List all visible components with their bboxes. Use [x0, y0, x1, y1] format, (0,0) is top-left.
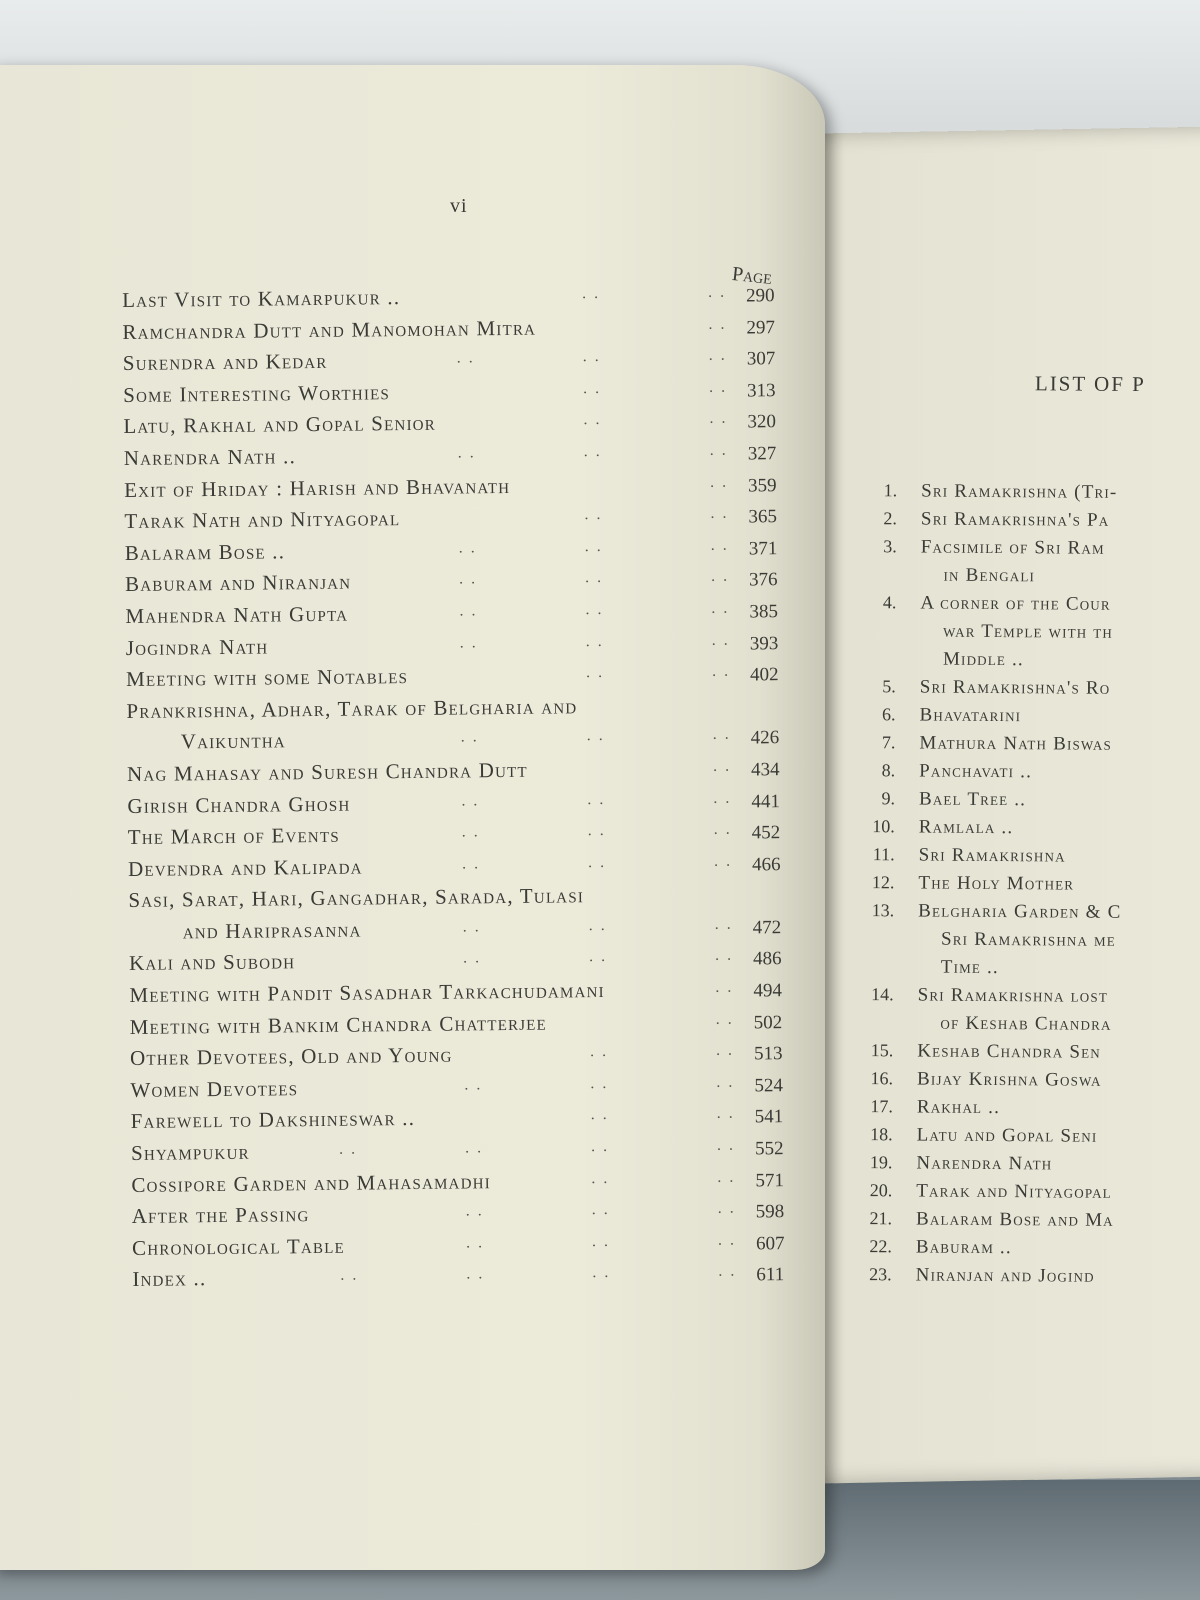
- toc-entry-title: Baburam and Niranjan: [124, 569, 352, 597]
- leader-dot-pair: . .: [716, 1073, 735, 1091]
- toc-entry-title: Ramchandra Dutt and Manomohan Mitra: [122, 315, 537, 344]
- plate-entry: [847, 704, 1197, 734]
- plate-entry: [849, 508, 1199, 538]
- leader-dot-pair: . .: [587, 822, 606, 840]
- toc-entry-title: Mahendra Nath Gupta: [125, 601, 349, 628]
- leader-dot-pair: . .: [711, 631, 730, 649]
- toc-entry-title: Some Interesting Worthies: [122, 379, 391, 407]
- leader-dot-pair: . .: [717, 1199, 736, 1218]
- leader-dot-pair: . .: [714, 947, 734, 965]
- plate-entry: [847, 760, 1197, 790]
- leader-dot-pair: . .: [591, 1169, 610, 1187]
- leader-dot-pair: . .: [464, 1139, 484, 1157]
- toc-entry-page-number: 393: [749, 632, 779, 654]
- leader-dot-pair: . .: [714, 915, 733, 933]
- toc-entry-page-number: 541: [754, 1106, 784, 1128]
- plate-title: Bhavatarini: [919, 704, 1022, 727]
- toc-entry-title: Meeting with Pandit Sasadhar Tarkachudamani: [129, 978, 605, 1008]
- page-column-header: Page: [731, 262, 773, 290]
- plate-title: in Bengali: [943, 564, 1036, 587]
- leader-dot-pair: . .: [461, 823, 480, 841]
- leader-dot-pair: . .: [338, 1140, 358, 1158]
- plate-number: 16.: [870, 1068, 894, 1089]
- plate-title: Sri Ramakrishna me: [940, 928, 1117, 951]
- toc-entry-title: Balaram Bose ..: [124, 539, 286, 565]
- plate-title: Ramlala ..: [918, 816, 1014, 839]
- plate-title: Bael Tree ..: [918, 788, 1027, 811]
- leader-dot-pair: . .: [583, 411, 602, 429]
- plate-title: Sri Ramakrishna's Pa: [920, 508, 1110, 531]
- plate-entry: [846, 844, 1196, 874]
- plate-title: Sri Ramakrishna's Ro: [919, 676, 1111, 699]
- plate-entry: [848, 592, 1198, 622]
- plate-title: Time ..: [940, 956, 999, 979]
- plate-entry: [844, 1152, 1194, 1182]
- toc-entry-page-number: 320: [747, 411, 777, 433]
- plate-number: 5.: [882, 676, 896, 697]
- plate-entry: [848, 564, 1198, 594]
- leader-dot-pair: . .: [461, 854, 481, 873]
- leader-dot-pair: . .: [340, 1266, 359, 1285]
- toc-entry-page-number: 513: [753, 1043, 783, 1065]
- leader-dot-pair: . .: [458, 570, 478, 588]
- leader-dot-pair: . .: [709, 473, 729, 491]
- toc-entry-page-number: 486: [752, 948, 782, 970]
- toc-entry-page-number: 385: [749, 601, 779, 623]
- toc-entry-page-number: 598: [755, 1201, 785, 1223]
- leader-dot-pair: . .: [717, 1231, 737, 1249]
- plate-entry: [845, 1124, 1195, 1154]
- leader-dot-pair: . .: [715, 1010, 734, 1028]
- leader-dot-pair: . .: [584, 537, 603, 555]
- toc-entry-title: Tarak Nath and Nityagopal: [124, 506, 401, 534]
- leader-dot-pair: . .: [584, 506, 603, 524]
- plate-entry: [845, 1096, 1195, 1126]
- toc-entry-page-number: 441: [751, 790, 781, 812]
- toc-entry-title: Women Devotees: [130, 1076, 299, 1102]
- plate-entry: [848, 648, 1198, 678]
- leader-dot-pair: . .: [716, 1105, 735, 1123]
- toc-entry-title: Farewell to Dakshineswar ..: [130, 1106, 416, 1134]
- toc-entry-title: The March of Events: [127, 822, 340, 850]
- plate-entry: [846, 872, 1196, 902]
- plate-entry: [846, 900, 1196, 930]
- plate-title: Belgharia Garden & C: [918, 900, 1122, 923]
- plate-entry: [845, 1040, 1195, 1070]
- plate-title: Facsimile of Sri Ram: [920, 536, 1105, 559]
- leader-dot-pair: . .: [589, 1043, 609, 1061]
- leader-dot-pair: . .: [718, 1263, 737, 1281]
- leader-dot-pair: . .: [708, 315, 727, 333]
- toc-entry-title: Meeting with Bankim Chandra Chatterjee: [129, 1010, 548, 1039]
- plate-number: 10.: [872, 816, 895, 837]
- leader-dot-pair: . .: [583, 442, 602, 461]
- plate-title: Niranjan and Jogind: [915, 1264, 1095, 1287]
- leader-dot-pair: . .: [585, 664, 605, 682]
- toc-entry-page-number: 452: [751, 822, 781, 844]
- toc-entry-title: Chronological Table: [131, 1233, 345, 1260]
- toc-entry-page-number: 426: [750, 727, 780, 749]
- leader-dot-pair: . .: [461, 791, 480, 809]
- toc-entry-page-number: 371: [748, 537, 778, 560]
- leader-dot-pair: . .: [715, 978, 734, 996]
- plate-entry: [844, 1236, 1194, 1266]
- leader-dot-pair: . .: [712, 725, 731, 744]
- plate-number: 14.: [871, 984, 894, 1005]
- leader-dot-pair: . .: [713, 789, 732, 807]
- leader-dot-pair: . .: [713, 820, 732, 838]
- leader-dot-pair: . .: [591, 1201, 610, 1219]
- plate-entry: [846, 984, 1196, 1014]
- plate-title: Tarak and Nityagopal: [916, 1180, 1112, 1203]
- toc-entry-title: Surendra and Kedar: [122, 349, 328, 376]
- list-heading: LIST OF P: [1034, 371, 1146, 397]
- toc-entry-page-number: 502: [753, 1011, 783, 1034]
- leader-dot-pair: . .: [465, 1202, 484, 1220]
- toc-entry-page-number: 290: [746, 285, 775, 307]
- leader-dot-pair: . .: [464, 1076, 483, 1094]
- plate-number: 22.: [869, 1236, 892, 1257]
- table-of-contents: [122, 281, 833, 1299]
- toc-entry-page-number: 313: [747, 379, 776, 402]
- plate-title: A corner of the Cour: [920, 592, 1111, 615]
- toc-entry-title: Nag Mahasay and Suresh Chandra Dutt: [126, 757, 528, 786]
- plate-entry: [847, 732, 1197, 762]
- leader-dot-pair: . .: [457, 444, 476, 462]
- plate-title: Keshab Chandra Sen: [917, 1040, 1101, 1063]
- plate-title: Panchavati ..: [919, 760, 1033, 783]
- toc-entry-page-number: 607: [755, 1232, 785, 1255]
- plate-entry: [846, 956, 1196, 986]
- leader-dot-pair: . .: [711, 662, 731, 680]
- plate-number: 2.: [883, 508, 898, 529]
- leader-dot-pair: . .: [456, 349, 475, 367]
- leader-dot-pair: . .: [588, 948, 608, 966]
- plate-number: 9.: [881, 788, 896, 809]
- toc-entry-title: Meeting with some Notables: [125, 664, 409, 692]
- toc-entry-page-number: 307: [746, 348, 776, 370]
- leader-dot-pair: . .: [710, 536, 729, 554]
- toc-entry-page-number: 327: [747, 443, 777, 465]
- plate-title: Bijay Krishna Goswa: [916, 1068, 1102, 1091]
- plate-number: 18.: [870, 1124, 893, 1145]
- leader-dot-pair: . .: [708, 378, 728, 396]
- plate-number: 7.: [881, 732, 896, 753]
- toc-entry-page-number: 552: [754, 1138, 784, 1160]
- leader-dot-pair: . .: [465, 1234, 485, 1252]
- toc-entry-title: Girish Chandra Ghosh: [127, 791, 351, 818]
- toc-entry-title: Latu, Rakhal and Gopal Senior: [123, 411, 437, 439]
- leader-dot-pair: . .: [584, 569, 604, 587]
- plate-title: Balaram Bose and Ma: [916, 1208, 1114, 1231]
- leader-dot-pair: . .: [707, 283, 727, 301]
- toc-entry-title: Exit of Hriday : Harish and Bhavanath: [123, 473, 511, 502]
- plate-entry: [846, 928, 1196, 958]
- leader-dot-pair: . .: [712, 757, 732, 775]
- leader-dot-pair: . .: [710, 504, 729, 523]
- plate-title: Sri Ramakrishna lost: [917, 984, 1109, 1007]
- leader-dot-pair: . .: [587, 853, 607, 871]
- plate-number: 12.: [871, 872, 895, 893]
- plate-entry: [848, 620, 1198, 650]
- leader-dot-pair: . .: [582, 379, 602, 397]
- plate-title: Baburam ..: [915, 1236, 1012, 1259]
- toc-entry-title: Cossipore Garden and Mahasamadhi: [131, 1168, 492, 1197]
- plate-number: 13.: [871, 900, 895, 921]
- leader-dot-pair: . .: [710, 568, 730, 586]
- leader-dot-pair: . .: [458, 539, 477, 557]
- page-folio: vi: [450, 195, 468, 217]
- leader-dot-pair: . .: [586, 727, 605, 745]
- plate-title: Latu and Gopal Seni: [916, 1124, 1098, 1147]
- toc-entry-title: Vaikuntha: [180, 728, 286, 754]
- toc-leader-dots: [132, 1263, 744, 1289]
- leader-dot-pair: . .: [585, 600, 604, 619]
- toc-entry-title: and Hariprasanna: [182, 917, 362, 944]
- plate-title: Mathura Nath Biswas: [919, 732, 1113, 755]
- leader-dot-pair: . .: [585, 632, 604, 650]
- plate-entry: [847, 816, 1197, 846]
- plate-number: 3.: [883, 536, 897, 557]
- leader-dot-pair: . .: [459, 602, 478, 620]
- leader-dot-pair: . .: [459, 633, 478, 652]
- plate-number: 1.: [883, 480, 898, 501]
- toc-entry-page-number: 524: [754, 1074, 783, 1097]
- plate-entry: [845, 1012, 1195, 1042]
- toc-entry-title: Sasi, Sarat, Hari, Gangadhar, Sarada, Tulasi: [128, 883, 585, 913]
- plate-title: of Keshab Chandra: [940, 1012, 1112, 1035]
- leader-dot-pair: . .: [466, 1265, 485, 1283]
- plate-number: 21.: [869, 1208, 893, 1229]
- leader-dot-pair: . .: [462, 918, 481, 936]
- plate-entry: [847, 788, 1197, 818]
- leader-dot-pair: . .: [713, 852, 733, 870]
- plate-number: 15.: [870, 1040, 894, 1061]
- plate-number: 6.: [882, 704, 896, 725]
- leader-dot-pair: . .: [590, 1106, 609, 1124]
- plate-title: Sri Ramakrishna: [918, 844, 1066, 867]
- leader-dot-pair: . .: [582, 348, 601, 366]
- leader-dot-pair: . .: [581, 284, 601, 303]
- plate-entry: [844, 1180, 1194, 1210]
- plate-number: 17.: [870, 1096, 893, 1117]
- toc-entry-title: After the Passing: [131, 1202, 310, 1229]
- leader-dot-pair: . .: [462, 949, 482, 967]
- toc-entry-title: Devendra and Kalipada: [127, 854, 363, 881]
- plate-entry: [848, 676, 1198, 706]
- toc-entry-title: Index ..: [132, 1266, 207, 1292]
- leader-dot-pair: . .: [709, 441, 728, 459]
- toc-entry-page-number: 359: [747, 474, 777, 497]
- plate-title: war Temple with th: [943, 620, 1114, 643]
- toc-entry-title: Jogindra Nath: [125, 634, 269, 660]
- toc-entry-page-number: 402: [749, 664, 779, 686]
- plate-title: Sri Ramakrishna (Tri-: [921, 480, 1118, 503]
- plate-number: 11.: [872, 844, 895, 865]
- plate-title: Narendra Nath: [916, 1152, 1053, 1175]
- leader-dot-pair: . .: [716, 1136, 736, 1154]
- leader-dot-pair: . .: [715, 1041, 735, 1060]
- toc-entry-page-number: 376: [748, 569, 778, 591]
- toc-entry-page-number: 434: [750, 759, 780, 781]
- plate-entry: [845, 1068, 1195, 1098]
- leader-dot-pair: . .: [717, 1168, 736, 1186]
- plate-entry: [849, 536, 1199, 566]
- toc-entry-page-number: 494: [753, 980, 783, 1002]
- leader-dot-pair: . .: [709, 410, 728, 428]
- leader-dot-pair: . .: [587, 790, 606, 808]
- toc-entry-page-number: 466: [751, 853, 781, 876]
- toc-entry-page-number: 472: [752, 917, 782, 939]
- toc-entry-page-number: 571: [755, 1169, 784, 1192]
- plate-number: 8.: [881, 760, 896, 781]
- plate-title: Rakhal ..: [916, 1096, 1001, 1119]
- toc-entry-title: Narendra Nath ..: [123, 444, 297, 470]
- plate-entry: [844, 1264, 1194, 1294]
- toc-entry-title: Last Visit to Kamarpukur ..: [122, 285, 401, 312]
- toc-entry-title: Other Devotees, Old and Young: [129, 1042, 453, 1071]
- plate-title: The Holy Mother: [918, 872, 1075, 895]
- plate-entry: [849, 480, 1199, 510]
- toc-entry-title: Kali and Subodh: [128, 949, 296, 976]
- plate-title: Middle ..: [942, 648, 1024, 671]
- toc-entry-title: Prankrishna, Adhar, Tarak of Belgharia and: [126, 693, 578, 723]
- leader-dot-pair: . .: [590, 1137, 610, 1156]
- leader-dot-pair: . .: [590, 1074, 609, 1092]
- toc-entry-page-number: 365: [748, 506, 778, 528]
- plate-number: 4.: [882, 592, 897, 613]
- plate-entry: [844, 1208, 1194, 1238]
- leader-dot-pair: . .: [592, 1264, 611, 1282]
- leader-dot-pair: . .: [460, 728, 479, 746]
- toc-entry-title: Shyampukur: [130, 1139, 250, 1165]
- plate-number: 23.: [869, 1264, 892, 1285]
- plate-list: [844, 480, 1200, 1294]
- plate-number: 19.: [869, 1152, 893, 1173]
- leader-dot-pair: . .: [588, 916, 607, 935]
- leader-dot-pair: . .: [708, 346, 727, 365]
- leader-dot-pair: . .: [591, 1232, 611, 1250]
- plate-number: 20.: [869, 1180, 893, 1201]
- leader-dot-pair: . .: [711, 599, 730, 617]
- toc-entry-page-number: 297: [746, 316, 776, 339]
- toc-entry-page-number: 611: [756, 1264, 785, 1286]
